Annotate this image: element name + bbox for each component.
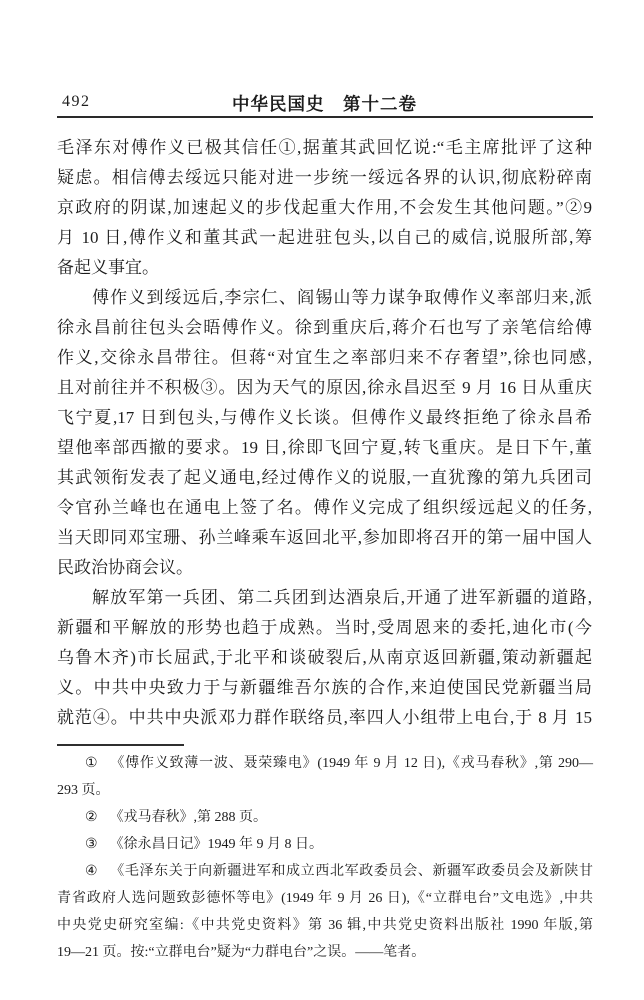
footnote-text: 《毛泽东关于向新疆进军和成立西北军政委员会、新疆军政委员会及新陕甘 — [110, 864, 593, 879]
text-line: 就范④。中共中央派邓力群作联络员,率四人小组带上电台,于 8 月 15 — [57, 708, 592, 727]
text-line: 月 10 日,傅作义和董其武一起进驻包头,以自己的威信,说服所部,筹 — [57, 228, 592, 247]
text-line: 其武领衔发表了起义通电,经过傅作义的说服,一直犹豫的第九兵团司 — [57, 468, 592, 487]
running-title: 中华民国史 第十二卷 — [232, 94, 417, 114]
footnote-line: 中央党史研究室编:《中共党史资料》第 36 辑,中共党史资料出版社 1990 年版,第 — [57, 918, 593, 933]
footnote-line: 19—21 页。按:“立群电台”疑为“力群电台”之误。——笔者。 — [57, 945, 426, 960]
text-line: 新疆和平解放的形势也趋于成熟。当时,受周恩来的委托,迪化市(今 — [57, 618, 592, 637]
footnote-line: 青省政府人选问题致彭德怀等电》(1949 年 9 月 26 日),《“立群电台”文电选》,中共 — [57, 891, 593, 906]
text-line: 望他率部西撤的要求。19 日,徐即飞回宁夏,转飞重庆。是日下午,董 — [57, 438, 592, 457]
text-line: 备起义事宜。 — [57, 258, 159, 277]
footnote-line — [57, 858, 593, 885]
footnote-marker: ③ — [85, 837, 98, 852]
text-line: 傅作义到绥远后,李宗仁、阎锡山等力谋争取傅作义率部归来,派 — [92, 288, 592, 307]
footnote-separator-rule — [57, 744, 184, 746]
footnote-marker: ② — [85, 810, 98, 825]
header-rule — [57, 116, 593, 118]
text-line: 且对前往并不积极③。因为天气的原因,徐永昌迟至 9 月 16 日从重庆 — [57, 378, 592, 397]
footnote-marker: ④ — [85, 864, 99, 879]
footnote-text: 《徐永昌日记》1949 年 9 月 8 日。 — [109, 837, 324, 852]
footnote-text: 《戎马春秋》,第 288 页。 — [109, 810, 268, 825]
footnote-line — [57, 804, 593, 831]
text-line: 民政治协商会议。 — [57, 558, 193, 577]
text-line: 疑虑。相信傅去绥远只能对进一步统一绥远各界的认识,彻底粉碎南 — [57, 168, 592, 187]
footnote-marker: ① — [85, 756, 99, 771]
page-number: 492 — [62, 93, 91, 110]
footnote-line — [57, 750, 593, 777]
footnote-text: 《傅作义致薄一波、聂荣臻电》(1949 年 9 月 12 日),《戎马春秋》,第 290— — [110, 756, 593, 771]
text-line: 徐永昌前往包头会晤傅作义。徐到重庆后,蒋介石也写了亲笔信给傅 — [57, 318, 592, 337]
text-line: 乌鲁木齐)市长屈武,于北平和谈破裂后,从南京返回新疆,策动新疆起 — [57, 648, 592, 667]
text-line: 义。中共中央致力于与新疆维吾尔族的合作,来迫使国民党新疆当局 — [57, 678, 592, 697]
footnote-line — [57, 831, 593, 858]
text-line: 令官孙兰峰也在通电上签了名。傅作义完成了组织绥远起义的任务, — [57, 498, 592, 517]
footnote-line: 293 页。 — [57, 783, 110, 798]
running-header — [57, 91, 592, 113]
text-line: 当天即同邓宝珊、孙兰峰乘车返回北平,参加即将召开的第一届中国人 — [57, 528, 592, 547]
text-line: 毛泽东对傅作义已极其信任①,据董其武回忆说:“毛主席批评了这种 — [57, 138, 592, 157]
text-line: 解放军第一兵团、第二兵团到达酒泉后,开通了进军新疆的道路, — [92, 588, 592, 607]
text-line: 京政府的阴谋,加速起义的步伐起重大作用,不会发生其他问题。”②9 — [57, 198, 592, 217]
body-text — [57, 133, 592, 733]
footnotes — [57, 750, 593, 966]
text-line: 作义,交徐永昌带往。但蒋“对宜生之率部归来不存奢望”,徐也同感, — [57, 348, 592, 367]
text-line: 飞宁夏,17 日到包头,与傅作义长谈。但傅作义最终拒绝了徐永昌希 — [57, 408, 592, 427]
